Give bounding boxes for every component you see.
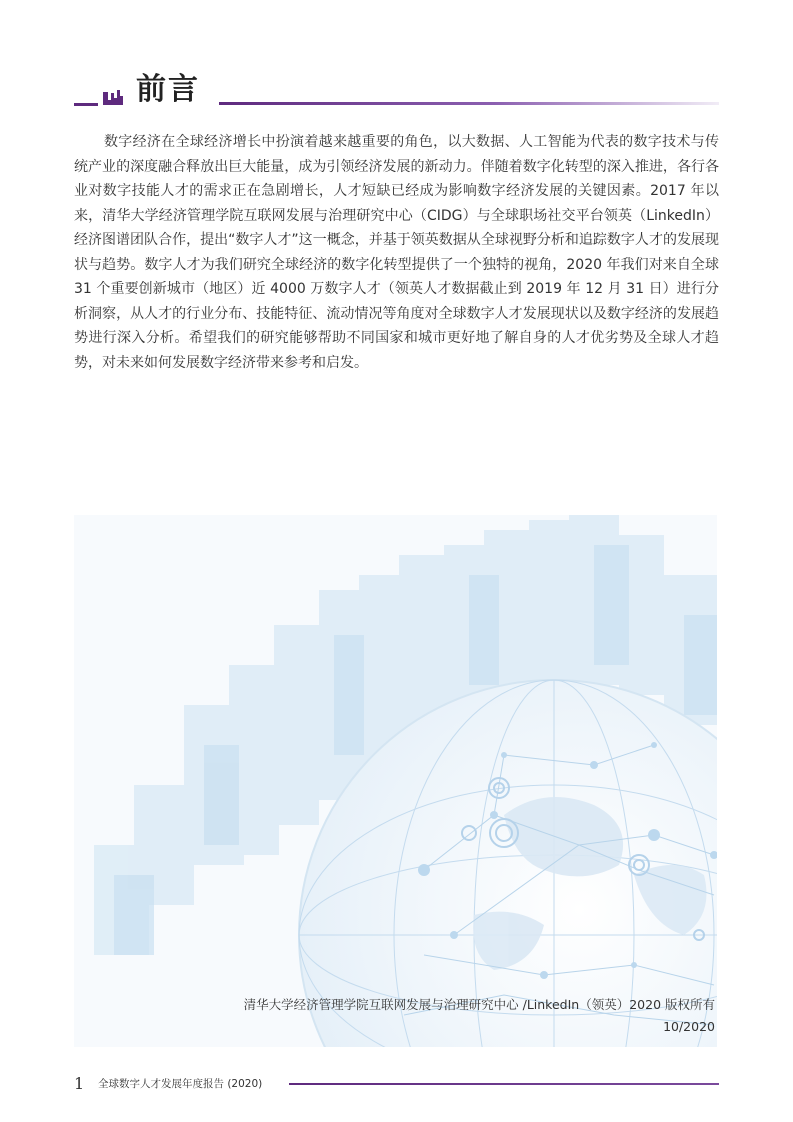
header-right-rule bbox=[219, 102, 719, 105]
preface-paragraph: 数字经济在全球经济增长中扮演着越来越重要的角色，以大数据、人工智能为代表的数字技术与传统产业的深度融合释放出巨大能量，成为引领经济发展的新动力。伴随着数字化转型的深入推进，各行各业对数字技能人才的需求正在急剧增长，人才短缺已经成为影响数字经济发展的关键因素。2017 年以来，清华大学经济管理学院互联网发展与治理研究中心（CIDG）与全球职场社交平台领英（LinkedIn）经济图谱团队合作，提出“数字人才”这一概念，并基于领英数据从全球视野分析和追踪数字人才的发展现状与趋势。数字人才为我们研究全球经济的数字化转型提供了一个独特的视角，2020 年我们对来自全球 31 个重要创新城市（地区）近 4000 万数字人才（领英人才数据截止到 2019 年 12 月 31 日）进行分析洞察，从人才的行业分布、技能特征、流动情况等角度对全球数字人才发展现状以及数字经济的发展趋势进行深入分析。希望我们的研究能够帮助不同国家和城市更好地了解自身的人才优劣势及全球人才趋势，对未来如何发展数字经济带来参考和启发。 bbox=[74, 134, 719, 371]
globe-city-illustration bbox=[74, 515, 717, 1047]
page-header bbox=[74, 70, 719, 110]
page-number: 1 bbox=[74, 1074, 85, 1093]
city-skyline-icon bbox=[102, 82, 124, 106]
page-title: 前言 bbox=[136, 72, 200, 107]
copyright-date: 10/2020 bbox=[663, 1019, 715, 1034]
copyright-line: 清华大学经济管理学院互联网发展与治理研究中心 /LinkedIn（领英）2020 版权所有 bbox=[243, 997, 715, 1012]
page-footer bbox=[74, 1074, 719, 1094]
header-left-rule bbox=[74, 103, 98, 106]
footer-rule bbox=[289, 1083, 719, 1085]
copyright-block bbox=[244, 994, 715, 1038]
report-title: 全球数字人才发展年度报告 (2020) bbox=[98, 1078, 263, 1090]
globe-city-network-icon bbox=[74, 515, 717, 1047]
